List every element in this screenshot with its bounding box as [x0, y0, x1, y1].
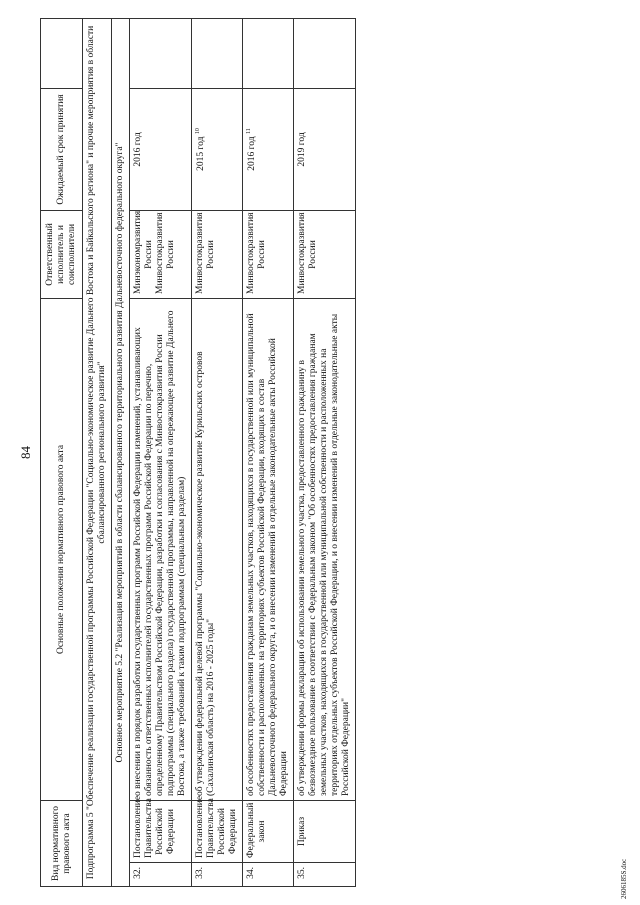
- header-content: Основные положения нормативного правового акта: [41, 298, 83, 800]
- blank-cell: [130, 18, 192, 88]
- responsible-executor: Минвостокразвития России: [192, 210, 243, 298]
- deadline-text: 2016 год: [133, 132, 144, 167]
- deadline: [294, 88, 356, 210]
- legal-acts-table: [40, 18, 356, 887]
- deadline: [192, 88, 243, 210]
- act-type: Постановление Правительства Российской Федерации: [192, 800, 243, 862]
- table-header-row: [41, 18, 83, 886]
- footnote-ref: 10: [195, 128, 202, 135]
- row-number: 35.: [294, 863, 356, 887]
- header-blank: [41, 18, 83, 88]
- deadline-text: 2016 год: [247, 136, 258, 171]
- table-row: [130, 18, 192, 886]
- subprogram-heading: Подпрограмма 5 "Обеспечение реализации государственной программы Российской Федерации "Социально-экономическое развитие Дальнего Востока и Байкальского региона" и прочие мероприятия в области сбалансированного регионального развития": [83, 18, 112, 886]
- act-content: о внесении в порядок разработки государственных программ Российской Федерации изменений, устанавливающих обязанность ответственных исполнителей государственных программ Российской Федерации по перечню, определенному Правительством Российской Федерации, разработки и согласования с Минвостокразвития России подпрограммы (специального раздела) государственной программы, направленной на опережающее развитие Дальнего Востока, а также требований к таким подпрограммам (специальным разделам): [130, 298, 192, 800]
- blank-cell: [192, 18, 243, 88]
- act-content: об утверждении федеральной целевой программы "Социально-экономическое развитие Курильских островов (Сахалинская область) на 2016 - 2025 годы": [192, 298, 243, 800]
- row-number: 33.: [192, 863, 243, 887]
- table-row: [243, 18, 294, 886]
- deadline-text: 2015 год: [196, 136, 207, 171]
- act-type: Постановление Правительства Российской Федерации: [130, 800, 192, 862]
- act-type: Федеральный закон: [243, 800, 294, 862]
- deadline: [243, 88, 294, 210]
- deadline: [130, 88, 192, 210]
- table-row: [294, 18, 356, 886]
- footnote-ref: 11: [246, 128, 253, 135]
- act-type: Приказ: [294, 800, 356, 862]
- responsible-executor: Минэкономразвития России Минвостокразвития России: [130, 210, 192, 298]
- act-content: об утверждении формы декларации об использовании земельного участка, предоставленного гражданину в безвозмездное пользование в соответствии с Федеральным законом "Об особенностях предоставления гражданам земельных участков, находящихся в государственной или муниципальной собственности и расположенных на территориях отдельных субъектов Российской Федерации, и о внесении изменений в отдельные законодательные акты Российской Федерации": [294, 298, 356, 800]
- row-number: 34.: [243, 863, 294, 887]
- document-id: 2606185S.doc: [620, 858, 628, 899]
- blank-cell: [243, 18, 294, 88]
- deadline-text: 2019 год: [297, 132, 308, 167]
- responsible-executor: Минвостокразвития России: [294, 210, 356, 298]
- section-row: [112, 18, 130, 886]
- header-deadline: Ожидаемый срок принятия: [41, 88, 83, 210]
- responsible-executor: Минвостокразвития России: [243, 210, 294, 298]
- header-type: Вид нормативного правового акта: [41, 800, 83, 886]
- section-row: [83, 18, 112, 886]
- table-row: [192, 18, 243, 886]
- measure-heading: Основное мероприятие 5.2 "Реализация мероприятий в области сбалансированного территориального развития Дальневосточного федерального округа": [112, 18, 130, 886]
- act-content: об особенностях предоставления гражданам земельных участков, находящихся в государственной или муниципальной собственности и расположенных на территориях субъектов Российской Федерации, входящих в состав Дальневосточного федерального округа, и о внесении изменений в отдельные законодательные акты Российской Федерации: [243, 298, 294, 800]
- row-number: 32.: [130, 863, 192, 887]
- blank-cell: [294, 18, 356, 88]
- page-number: 84: [18, 446, 33, 459]
- header-responsible: Ответственный исполнитель и соисполнители: [41, 210, 83, 298]
